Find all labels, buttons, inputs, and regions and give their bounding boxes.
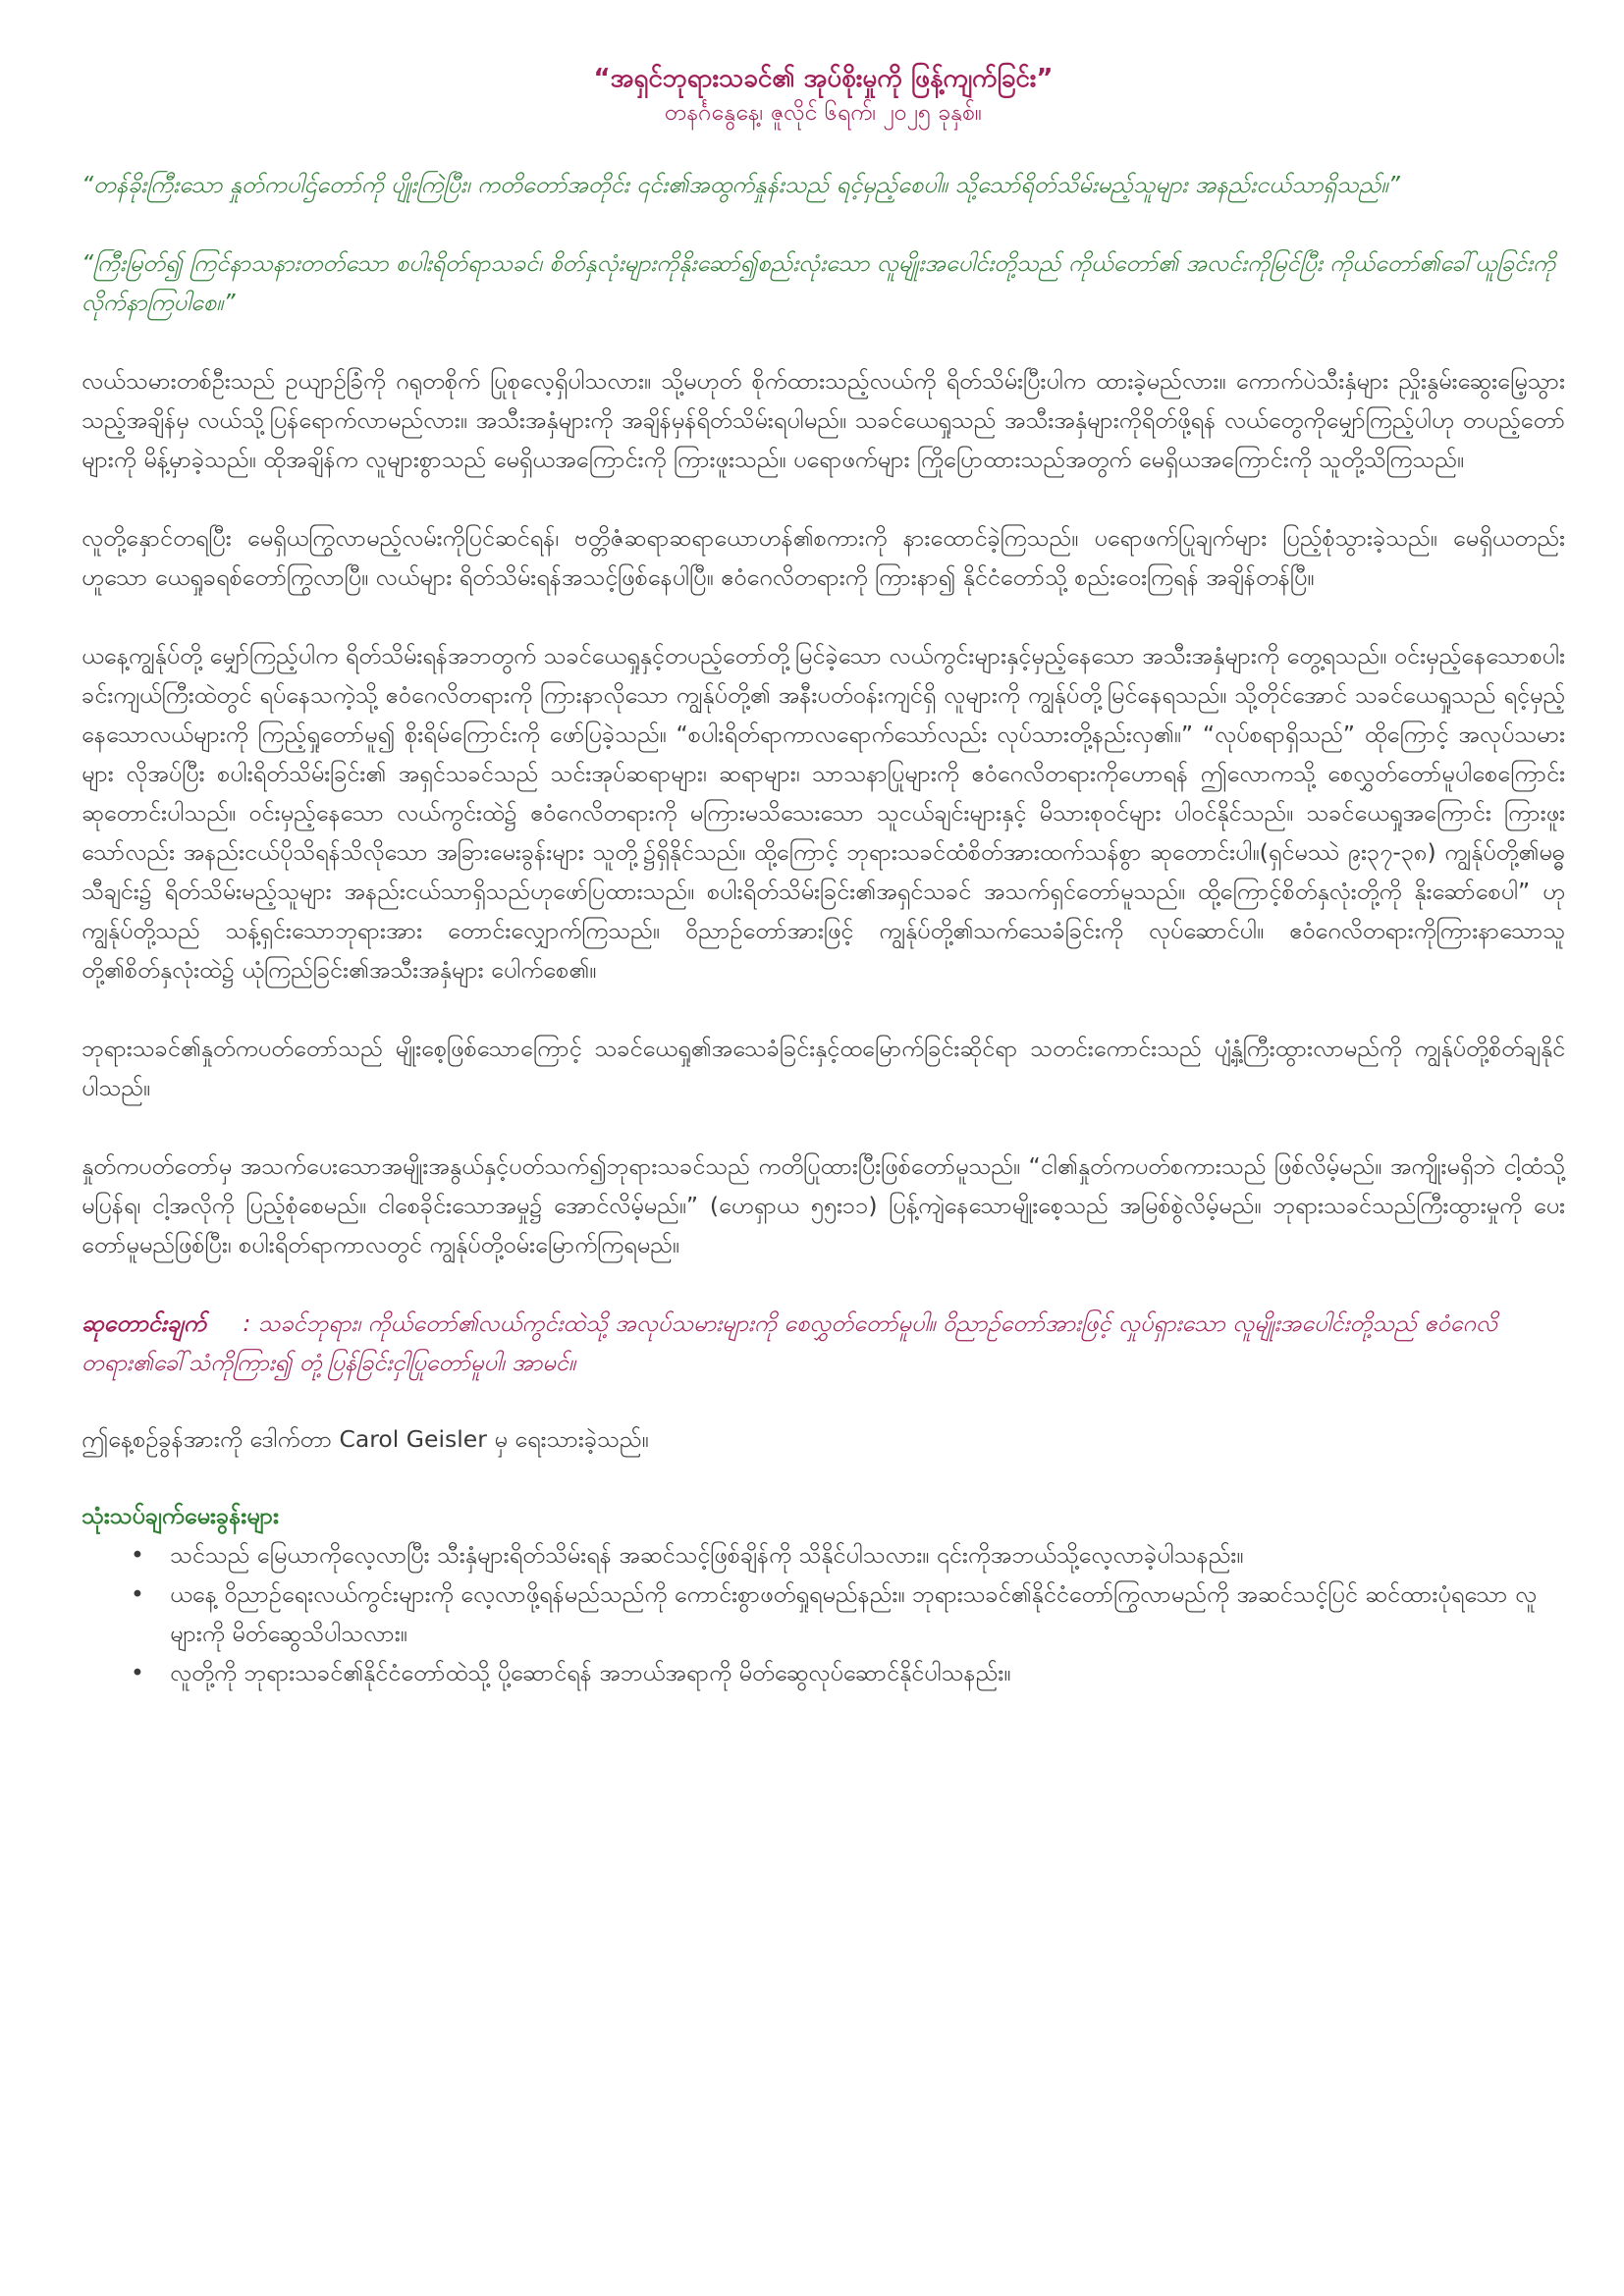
body-paragraph-4: ဘုရားသခင်၏နှုတ်ကပတ်တော်သည် မျိုးစေ့ဖြစ်သောကြောင့် သခင်ယေရှု၏အသေခံခြင်းနှင့်ထမြောက်ခြင်းဆိုင်ရာ သတင်းကောင်းသည် ပျံ့နှံ့ကြီးထွားလာမည်ကို ကျွန်ုပ်တို့စိတ်ချနိုင်ပါသည်။: [81, 1035, 1565, 1101]
date-line: တနင်္ဂနွေနေ့၊ ဇူလိုင် ၆ရက်၊ ၂၀၂၅ ခုနှစ်။: [664, 100, 982, 126]
prayer-text: သခင်ဘုရား၊ ကိုယ်တော်၏လယ်ကွင်းထဲသို့ အလုပ်သမားများကို စေလွှတ်တော်မူပါ။ ဝိညာဉ်တော်အားဖြင့် လှုပ်ရှားသော လူမျိုးအပေါင်းတို့သည် ဧဝံဂေလိတရား၏ခေါ်သံကိုကြား၍ တုံ့ပြန်ခြင်းငှါပြုတော်မူပါ၊ အာမင်။: [81, 1309, 1498, 1376]
list-item: [131, 1535, 1565, 1575]
body-paragraph-5: နှုတ်ကပတ်တော်မှ အသက်ပေးသောအမျိုးအနွယ်နှင့်ပတ်သက်၍ဘုရားသခင်သည် ကတိပြုထားပြီးဖြစ်တော်မူသည်။ “ငါ၏နှုတ်ကပတ်စကားသည် ဖြစ်လိမ့်မည်။ အကျိုးမရှိဘဲ ငါ့ထံသို့မပြန်ရ၊ ငါ့အလိုကို ပြည့်စုံစေမည်။ ငါစေခိုင်းသောအမှု၌ အောင်လိမ့်မည်။” (ဟေရှာယ ၅၅း၁၁) ပြန့်ကျဲနေသောမျိုးစေ့သည် အမြစ်စွဲလိမ့်မည်။ ဘုရားသခင်သည်ကြီးထွားမှုကို ပေးတော်မူမည်ဖြစ်ပြီး၊ စပါးရိတ်ရာကာလတွင် ကျွန်ုပ်တို့ဝမ်းမြောက်ကြရမည်။: [81, 1152, 1565, 1258]
body-paragraph-2: လူတို့နှောင်တရပြီး မေရှိယကြွလာမည့်လမ်းကိုပြင်ဆင်ရန်၊ ဗတ္တိဇံဆရာဆရာယောဟန်၏စကားကို နားထောင်ခဲ့ကြသည်။ ပရောဖက်ပြုချက်များ ပြည့်စုံသွားခဲ့သည်။ မေရှိယတည်းဟူသော ယေရှုခရစ်တော်ကြွလာပြီ။ လယ်များ ရိတ်သိမ်းရန်အသင့်ဖြစ်နေပါပြီ။ ဧဝံဂေလိတရားကို ကြားနာ၍ နိုင်ငံတော်သို့ စည်းဝေးကြရန် အချိန်တန်ပြီ။: [81, 524, 1565, 591]
opening-quote-1: “တန်ခိုးကြီးသော နှုတ်ကပါဌ်တော်ကို ပျိုးကြဲပြီး၊ ကတိတော်အတိုင်း ၎င်း၏အထွက်နှုန်းသည် ရင့်မှည့်စေပါ။ သို့သော်ရိတ်သိမ်းမည့်သူများ အနည်းငယ်သာရှိသည်။”: [81, 171, 1400, 198]
prayer-separator: :: [243, 1309, 251, 1337]
page-title: “အရှင်ဘုရားသခင်၏ အုပ်စိုးမှုကို ဖြန့်ကျက်ခြင်း”: [593, 64, 1054, 93]
prayer-block: [81, 1304, 1565, 1382]
opening-quote-2: “ကြီးမြတ်၍ ကြင်နာသနားတတ်သော စပါးရိတ်ရာသခင်၊ စိတ်နှလုံးများကိုနိုးဆော်၍စည်းလုံးသော လူမျိုးအပေါင်းတို့သည် ကိုယ်တော်၏ အလင်းကိုမြင်ပြီး ကိုယ်တော်၏ခေါ်ယူခြင်းကို လိုက်နာကြပါစေ။”: [81, 249, 1556, 316]
questions-heading: သုံးသပ်ချက်မေးခွန်းများ: [81, 1502, 280, 1529]
body-paragraph-1: လယ်သမားတစ်ဦးသည် ဥယျာဉ်ခြံကို ဂရုတစိုက် ပြုစုလေ့ရှိပါသလား။ သို့မဟုတ် စိုက်ထားသည့်လယ်ကို ရိတ်သိမ်းပြီးပါက ထားခဲ့မည်လား။ ကောက်ပဲသီးနှံများ ညှိုးနွမ်းဆွေးမြေ့သွားသည့်အချိန်မှ လယ်သို့ပြန်ရောက်လာမည်လား။ အသီးအနှံများကို အချိန်မှန်ရိတ်သိမ်းရပါမည်။ သခင်ယေရှုသည် အသီးအနှံများကိုရိတ်ဖို့ရန် လယ်တွေကိုမျှော်ကြည့်ပါဟု တပည့်တော်များကို မိန့်မှာခဲ့သည်။ ထိုအချိန်က လူများစွာသည် မေရှိယအကြောင်းကို ကြားဖူးသည်။ ပရောဖက်များ ကြိုပြောထားသည်အတွက် မေရှိယအကြောင်းကို သူတို့သိကြသည်။: [81, 367, 1565, 473]
question-text: ယနေ့ ဝိညာဉ်ရေးလယ်ကွင်းများကို လေ့လာဖို့ရန်မည်သည်ကို ကောင်းစွာဖတ်ရှုရမည်နည်း။ ဘုရားသခင်၏နိုင်ငံတော်ကြွလာမည်ကို အဆင်သင့်ပြင် ဆင်ထားပုံရသော လူများကို မိတ်ဆွေသိပါသလား။: [170, 1580, 1537, 1647]
question-text: လူတို့ကို ဘုရားသခင်၏နိုင်ငံတော်ထဲသို့ ပို့ဆောင်ရန် အဘယ်အရာကို မိတ်ဆွေလုပ်ဆောင်နိုင်ပါသနည်း။: [170, 1659, 1011, 1686]
prayer-label: ဆုတောင်းချက်: [81, 1309, 206, 1337]
list-item: [131, 1653, 1565, 1692]
list-item: [131, 1575, 1565, 1653]
question-text: သင်သည် မြေယာကိုလေ့လာပြီး သီးနှံများရိတ်သိမ်းရန် အဆင်သင့်ဖြစ်ချိန်ကို သိနိုင်ပါသလား။ ၎င်းကိုအဘယ်သို့လေ့လာခဲ့ပါသနည်း။: [170, 1541, 1244, 1569]
body-paragraph-3: ယနေ့ကျွန်ုပ်တို့ မျှော်ကြည့်ပါက ရိတ်သိမ်းရန်အဘတွက် သခင်ယေရှုနှင့်တပည့်တော်တို့မြင်ခဲ့သော လယ်ကွင်းများနှင့်မှည့်နေသော အသီးအနှံများကို တွေ့ရသည်။ ဝင်းမှည့်နေသောစပါးခင်းကျယ်ကြီးထဲတွင် ရပ်နေသကဲ့သို့ ဧဝံဂေလိတရားကို ကြားနာလိုသော ကျွန်ုပ်တို့၏ အနီးပတ်ဝန်းကျင်ရှိ လူများကို ကျွန်ုပ်တို့မြင်နေရသည်။ သို့တိုင်အောင် သခင်ယေရှုသည် ရင့်မှည့်နေသောလယ်များကို ကြည့်ရှုတော်မူ၍ စိုးရိမ်ကြောင်းကို ဖော်ပြခဲ့သည်။ “စပါးရိတ်ရာကာလရောက်သော်လည်း လုပ်သားတို့နည်းလှ၏။” “လုပ်စရာရှိသည်” ထိုကြောင့် အလုပ်သမားများ လိုအပ်ပြီး စပါးရိတ်သိမ်းခြင်း၏ အရှင်သခင်သည် သင်းအုပ်ဆရာများ၊ ဆရာများ၊ သာသနာပြုများကို ဧဝံဂေလိတရားကိုဟောရန် ဤလောကသို့ စေလွှတ်တော်မူပါစေကြောင်း ဆုတောင်းပါသည်။ ဝင်းမှည့်နေသော လယ်ကွင်းထဲ၌ ဧဝံဂေလိတရားကို မကြားမသိသေးသော သူငယ်ချင်းများနှင့် မိသားစုဝင်များ ပါဝင်နိုင်သည်။ သခင်ယေရှုအကြောင်း ကြားဖူးသော်လည်း အနည်းငယ်ပိုသိရန်သိလိုသော အခြားမေးခွန်းများ သူတို့၌ရှိနိုင်သည်။ ထို့ကြောင့် ဘုရားသခင်ထံစိတ်အားထက်သန်စွာ ဆုတောင်းပါ။(ရှင်မဿဲ ၉း၃၇-၃၈) ကျွန်ုပ်တို့၏မဓ္ဓသီချင်း၌ ရိတ်သိမ်းမည့်သူများ အနည်းငယ်သာရှိသည်ဟုဖော်ပြထားသည်။ စပါးရိတ်သိမ်းခြင်း၏အရှင်သခင် အသက်ရှင်တော်မူသည်။ ထို့ကြောင့်စိတ်နှလုံးတို့ကို နိုးဆော်စေပါ” ဟု ကျွန်ုပ်တို့သည် သန့်ရှင်းသောဘုရားအား တောင်းလျှောက်ကြသည်။ ဝိညာဉ်တော်အားဖြင့် ကျွန်ုပ်တို့၏သက်သေခံခြင်းကို လုပ်ဆောင်ပါ။ ဧဝံဂေလိတရားကိုကြားနာသောသူတို့၏စိတ်နှလုံးထဲ၌ ယုံကြည်ခြင်း၏အသီးအနှံများ ပေါက်စေ၏။: [81, 642, 1565, 984]
bullet-icon: •: [131, 1580, 144, 1608]
bullet-icon: •: [131, 1541, 144, 1569]
author-line: ဤနေ့စဉ်ခွန်အားကို ဒေါက်တာ Carol Geisler မှ ရေးသားခဲ့သည်။: [81, 1425, 649, 1453]
questions-list: [81, 1535, 1565, 1692]
bullet-icon: •: [131, 1659, 144, 1686]
